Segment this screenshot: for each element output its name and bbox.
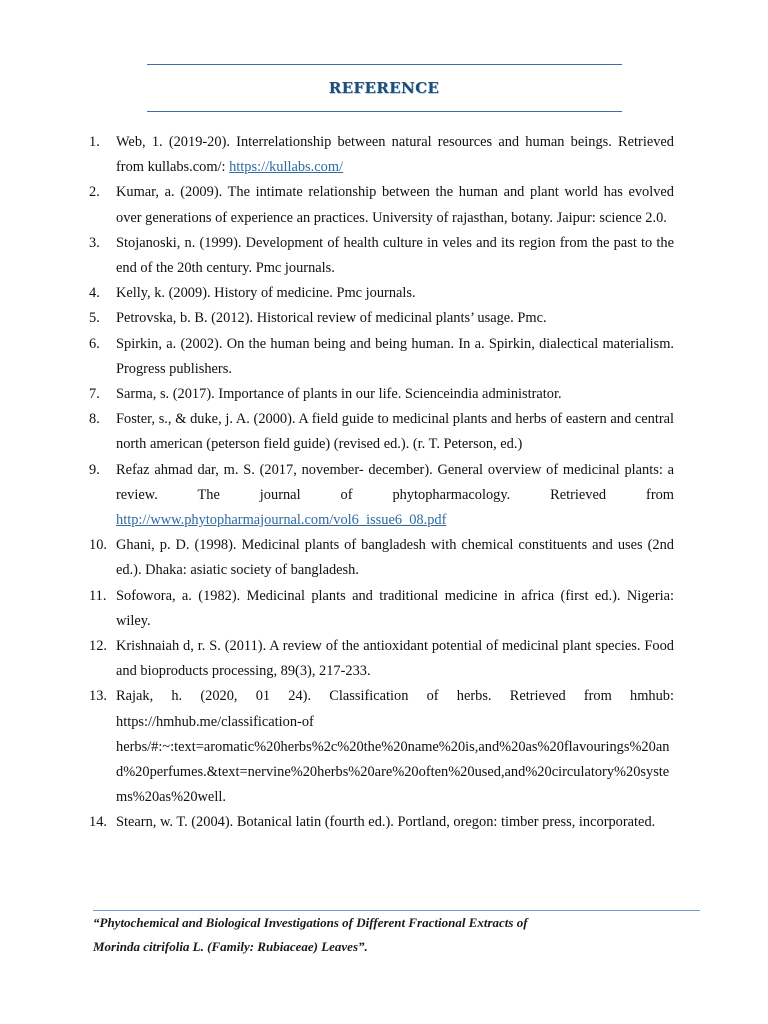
list-item-number: 2.: [89, 184, 100, 201]
list-item-number: 13.: [89, 688, 107, 705]
list-item: [89, 407, 674, 457]
reference-text: Stearn, w. T. (2004). Botanical latin (fourth ed.). Portland, oregon: timber press, incorporated.: [116, 814, 656, 831]
reference-text: Petrovska, b. B. (2012). Historical review of medicinal plants’ usage. Pmc.: [116, 310, 547, 327]
reference-text: Ghani, p. D. (1998). Medicinal plants of bangladesh with chemical constituents and uses (2nd ed.). Dhaka: asiatic society of bangladesh.: [116, 537, 674, 579]
list-item: [89, 458, 674, 534]
heading-top-rule: [147, 64, 622, 65]
list-item: [89, 332, 674, 382]
footer-title-line-2: Morinda citrifolia L. (Family: Rubiaceae) Leaves”.: [93, 939, 368, 954]
reference-text: Web, 1. (2019-20). Interrelationship between natural resources and human beings. Retrieved from kullabs.com/:: [116, 134, 674, 176]
reference-link[interactable]: https://kullabs.com/: [229, 159, 344, 176]
list-item-number: 6.: [89, 335, 100, 352]
list-item: [89, 810, 674, 835]
list-item: [89, 281, 674, 306]
reference-text: Kelly, k. (2009). History of medicine. Pmc journals.: [116, 285, 416, 302]
list-item-number: 1.: [89, 134, 100, 150]
list-item-number: 4.: [89, 285, 100, 302]
reference-text: Krishnaiah d, r. S. (2011). A review of the antioxidant potential of medicinal plant species. Food and bioproducts processing, 89(3), 217-233.: [116, 638, 674, 680]
page-title: REFERENCE: [328, 79, 440, 97]
reference-text: Refaz ahmad dar, m. S. (2017, november- december). General overview of medicinal plants: a review. The journal of phytopharmacology. Retrieved from: [116, 461, 674, 503]
list-item: [89, 382, 674, 407]
reference-text: Sofowora, a. (1982). Medicinal plants and traditional medicine in africa (first ed.). Nigeria: wiley.: [116, 587, 674, 629]
list-item-number: 8.: [89, 411, 100, 428]
reference-text: Spirkin, a. (2002). On the human being and being human. In a. Spirkin, dialectical materialism. Progress publishers.: [116, 335, 674, 377]
reference-text: Sarma, s. (2017). Importance of plants in our life. Scienceindia administrator.: [116, 386, 562, 403]
list-item-number: 11.: [89, 587, 107, 604]
reference-text: Stojanoski, n. (1999). Development of health culture in veles and its region from the past to the end of the 20th century. Pmc journals.: [116, 234, 674, 277]
list-item-number: 9.: [89, 461, 100, 478]
list-item: [89, 306, 674, 331]
footer-title-line-1: “Phytochemical and Biological Investigations of Different Fractional Extracts of: [93, 915, 528, 930]
list-item-number: 7.: [89, 386, 100, 403]
reference-text: Rajak, h. (2020, 01 24). Classification of herbs. Retrieved from hmhub: https://hmhub.me/classification-of: [116, 688, 674, 730]
heading-bottom-rule: [147, 111, 622, 112]
list-item: [89, 533, 674, 583]
reference-url-text: herbs/#:~:text=aromatic%20herbs%2c%20the%20name%20is,and%20as%20flavourings%20and%20perfumes.&text=nervine%20herbs%20are%20often%20used,and%20circulatory%20systems%20as%20well.: [116, 738, 670, 806]
list-item: [89, 130, 674, 180]
list-item-number: 14.: [89, 814, 107, 831]
list-item: [89, 684, 674, 810]
list-item-number: 12.: [89, 638, 107, 655]
list-item-number: 3.: [89, 234, 100, 251]
reference-link[interactable]: http://www.phytopharmajournal.com/vol6_issue6_08.pdf: [116, 512, 447, 529]
page-footer: [93, 911, 713, 959]
list-item: [89, 180, 674, 230]
list-item-number: 5.: [89, 310, 100, 327]
reference-text: Kumar, a. (2009). The intimate relationship between the human and plant world has evolved over generations of experience an practices. University of rajasthan, botany. Jaipur: science 2.0.: [116, 184, 674, 226]
reference-text: Foster, s., & duke, j. A. (2000). A field guide to medicinal plants and herbs of eastern and central north american (peterson field guide) (revised ed.). (r. T. Peterson, ed.): [116, 411, 674, 453]
list-item: [89, 231, 674, 281]
reference-list: [89, 130, 674, 836]
list-item-number: 10.: [89, 537, 107, 554]
list-item: [89, 634, 674, 684]
list-item: [89, 584, 674, 634]
